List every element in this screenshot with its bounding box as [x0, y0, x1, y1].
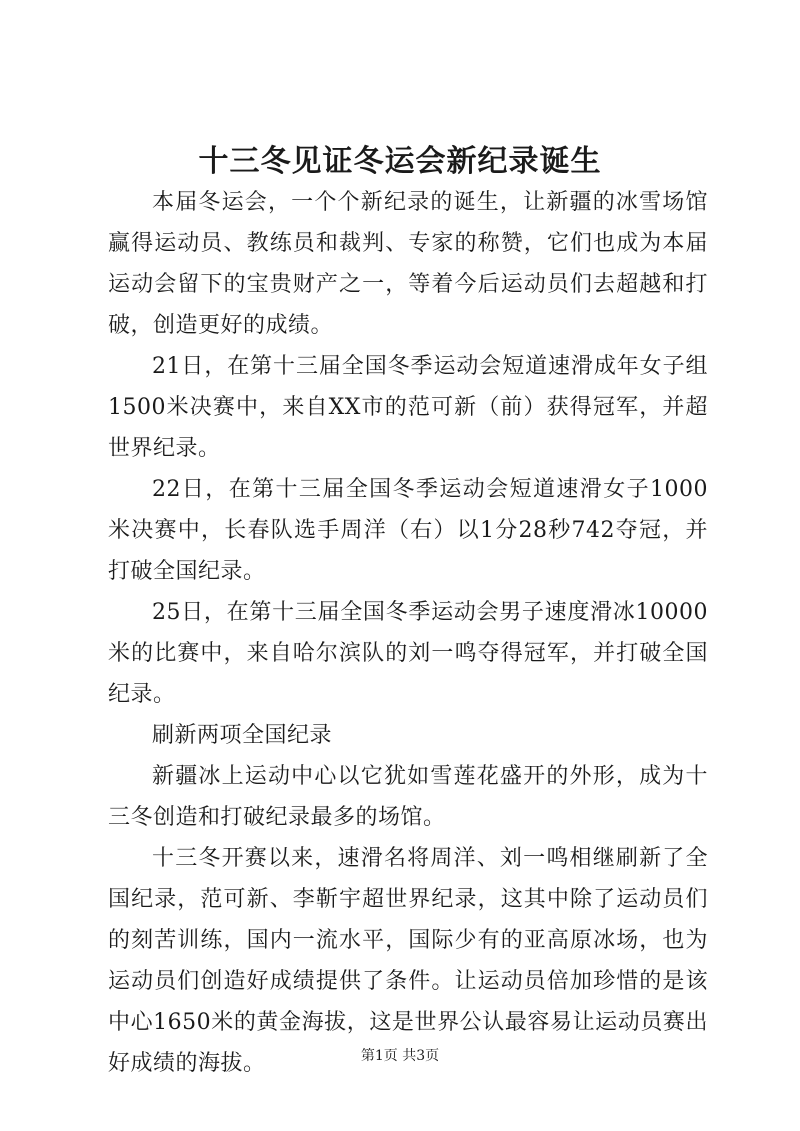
- paragraph-1: 本届冬运会，一个个新纪录的诞生，让新疆的冰雪场馆赢得运动员、教练员和裁判、专家的称赞，它们也成为本届运动会留下的宝贵财产之一，等着今后运动员们去超越和打破，创造更好的成绩。: [108, 190, 708, 338]
- paragraph-2: 21日，在第十三届全国冬季运动会短道速滑成年女子组1500米决赛中，来自XX市的范可新（前）获得冠军，并超世界纪录。: [108, 354, 708, 461]
- paragraph-4: 25日，在第十三届全国冬季运动会男子速度滑冰10000米的比赛中，来自哈尔滨队的刘一鸣夺得冠军，并打破全国纪录。: [108, 600, 708, 707]
- document-title: 十三冬见证冬运会新纪录诞生: [198, 144, 602, 179]
- paragraph-6: 十三冬开赛以来，速滑名将周洋、刘一鸣相继刷新了全国纪录，范可新、李靳宇超世界纪录，这其中除了运动员们的刻苦训练，国内一流水平，国际少有的亚高原冰场，也为运动员们创造好成绩提供了条件。让运动员倍加珍惜的是该中心1650米的黄金海拔，这是世界公认最容易让运动员赛出好成绩的海拔。: [108, 846, 708, 1076]
- paragraph-3: 22日，在第十三届全国冬季运动会短道速滑女子1000米决赛中，长春队选手周洋（右）以1分28秒742夺冠，并打破全国纪录。: [108, 477, 708, 584]
- document-body: [108, 182, 708, 1084]
- page-footer: 第1页 共3页: [360, 1048, 440, 1064]
- section-heading: 刷新两项全国纪录: [152, 723, 333, 748]
- paragraph-5: 新疆冰上运动中心以它犹如雪莲花盛开的外形，成为十三冬创造和打破纪录最多的场馆。: [108, 764, 708, 830]
